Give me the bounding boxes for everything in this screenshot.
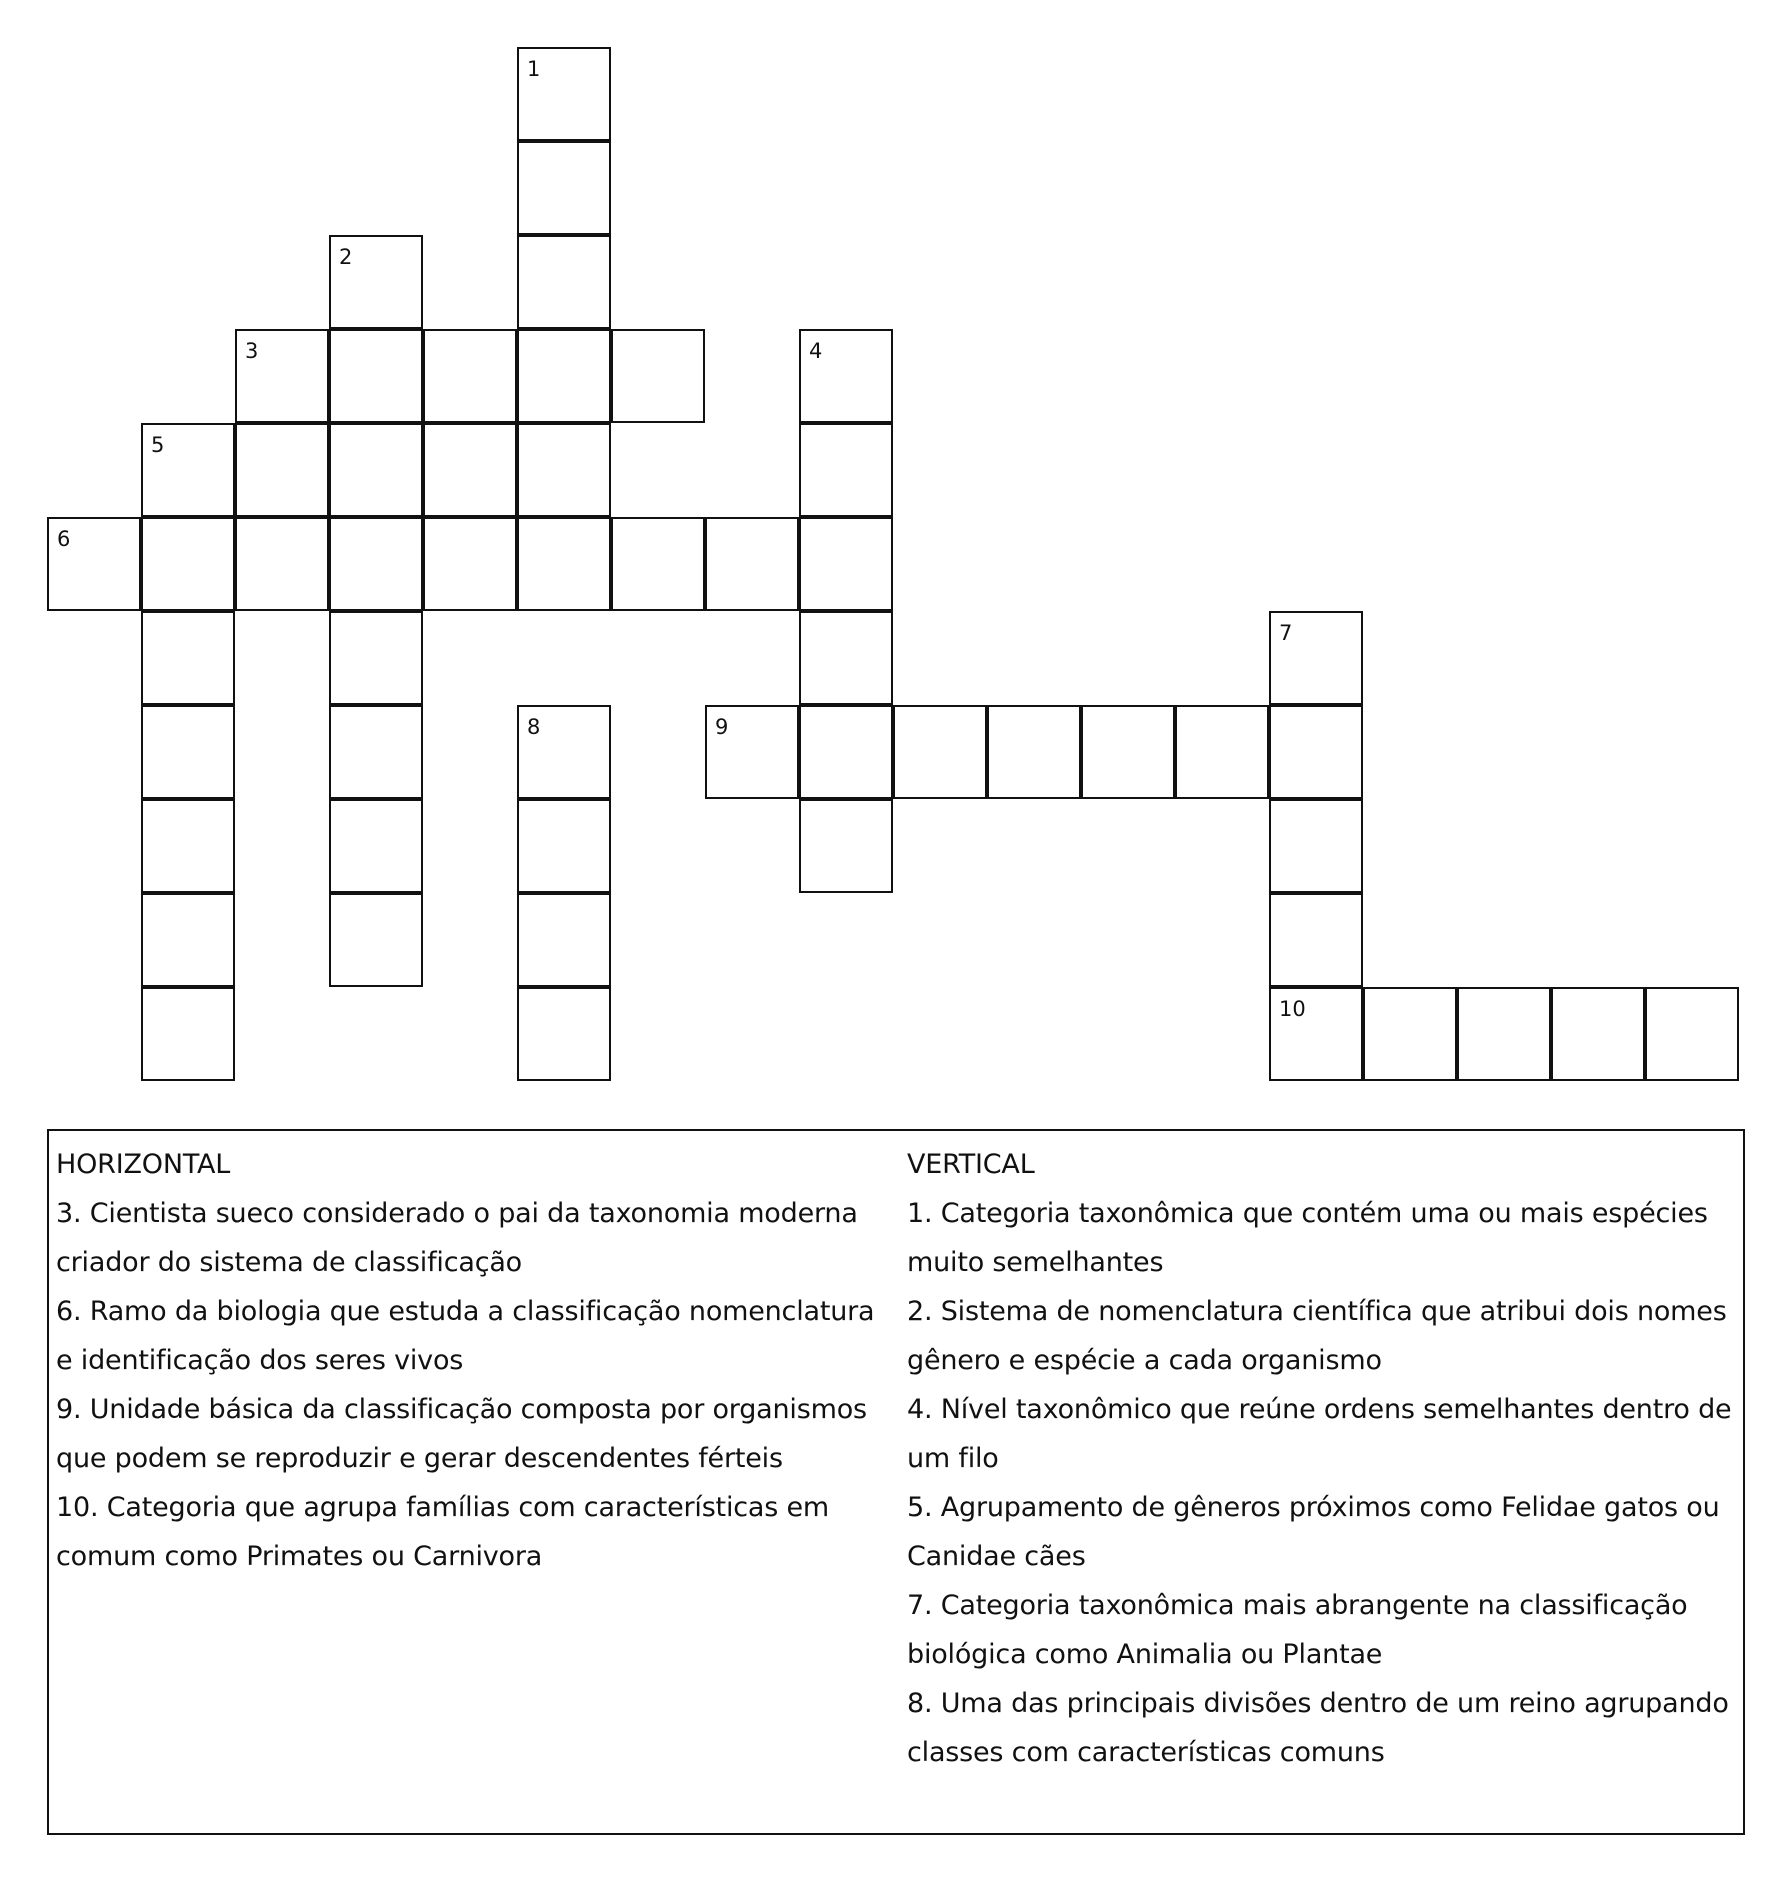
clue-line: que podem se reproduzir e gerar descendentes férteis bbox=[56, 1443, 783, 1474]
crossword-cell[interactable] bbox=[799, 423, 893, 517]
crossword-cell[interactable] bbox=[517, 705, 611, 799]
crossword-cell[interactable] bbox=[799, 799, 893, 893]
crossword-cell[interactable] bbox=[1269, 893, 1363, 987]
crossword-cell[interactable] bbox=[987, 705, 1081, 799]
crossword-cell[interactable] bbox=[329, 423, 423, 517]
clue-line: 9. Unidade básica da classificação composta por organismos bbox=[56, 1394, 867, 1425]
horizontal-clues bbox=[56, 1140, 901, 1581]
clue-line: 10. Categoria que agrupa famílias com características em bbox=[56, 1492, 829, 1523]
clue-line: um filo bbox=[907, 1443, 999, 1474]
crossword-cell[interactable] bbox=[893, 705, 987, 799]
clue-line: e identificação dos seres vivos bbox=[56, 1345, 464, 1376]
crossword-cell[interactable] bbox=[611, 517, 705, 611]
clues-heading-vertical: VERTICAL bbox=[907, 1149, 1035, 1180]
crossword-cell[interactable] bbox=[1269, 611, 1363, 705]
crossword-cell[interactable] bbox=[799, 517, 893, 611]
clue-line: 3. Cientista sueco considerado o pai da taxonomia moderna bbox=[56, 1198, 858, 1229]
crossword-cell[interactable] bbox=[705, 705, 799, 799]
crossword-cell[interactable] bbox=[517, 517, 611, 611]
crossword-cell[interactable] bbox=[329, 611, 423, 705]
clue-line: biológica como Animalia ou Plantae bbox=[907, 1639, 1383, 1670]
crossword-cell[interactable] bbox=[329, 893, 423, 987]
crossword-cell[interactable] bbox=[1363, 987, 1457, 1081]
crossword-cell[interactable] bbox=[1175, 705, 1269, 799]
crossword-cell[interactable] bbox=[423, 517, 517, 611]
crossword-cell[interactable] bbox=[141, 517, 235, 611]
crossword-cell[interactable] bbox=[329, 235, 423, 329]
clue-line: 8. Uma das principais divisões dentro de um reino agrupando bbox=[907, 1688, 1729, 1719]
clues-box bbox=[47, 1129, 1745, 1835]
crossword-cell[interactable] bbox=[517, 141, 611, 235]
clues-heading-horizontal: HORIZONTAL bbox=[56, 1149, 231, 1180]
crossword-cell[interactable] bbox=[423, 329, 517, 423]
crossword-cell[interactable] bbox=[329, 705, 423, 799]
crossword-cell[interactable] bbox=[1269, 705, 1363, 799]
clue-number: 4 bbox=[809, 339, 823, 363]
crossword-cell[interactable] bbox=[1269, 987, 1363, 1081]
clue-line: 7. Categoria taxonômica mais abrangente na classificação bbox=[907, 1590, 1688, 1621]
crossword-cell[interactable] bbox=[235, 423, 329, 517]
crossword-cell[interactable] bbox=[423, 423, 517, 517]
crossword-cell[interactable] bbox=[705, 517, 799, 611]
crossword-cell[interactable] bbox=[1551, 987, 1645, 1081]
clue-number: 6 bbox=[57, 527, 71, 551]
clue-line: 5. Agrupamento de gêneros próximos como Felidae gatos ou bbox=[907, 1492, 1720, 1523]
clue-number: 1 bbox=[527, 57, 541, 81]
clue-number: 10 bbox=[1279, 997, 1306, 1021]
crossword-cell[interactable] bbox=[141, 423, 235, 517]
crossword-cell[interactable] bbox=[517, 47, 611, 141]
vertical-clues bbox=[907, 1140, 1737, 1777]
crossword-cell[interactable] bbox=[235, 517, 329, 611]
crossword-cell[interactable] bbox=[517, 235, 611, 329]
clue-line: comum como Primates ou Carnivora bbox=[56, 1541, 543, 1572]
clue-line: muito semelhantes bbox=[907, 1247, 1164, 1278]
crossword-cell[interactable] bbox=[141, 987, 235, 1081]
clue-number: 3 bbox=[245, 339, 259, 363]
clue-line: 6. Ramo da biologia que estuda a classificação nomenclatura bbox=[56, 1296, 875, 1327]
crossword-cell[interactable] bbox=[141, 611, 235, 705]
crossword-cell[interactable] bbox=[329, 799, 423, 893]
clue-line: classes com características comuns bbox=[907, 1737, 1385, 1768]
clue-line: 2. Sistema de nomenclatura científica que atribui dois nomes bbox=[907, 1296, 1727, 1327]
crossword-cell[interactable] bbox=[611, 329, 705, 423]
crossword-cell[interactable] bbox=[517, 893, 611, 987]
clue-line: Canidae cães bbox=[907, 1541, 1086, 1572]
crossword-cell[interactable] bbox=[329, 329, 423, 423]
clue-line: gênero e espécie a cada organismo bbox=[907, 1345, 1382, 1376]
clue-number: 8 bbox=[527, 715, 541, 739]
crossword-cell[interactable] bbox=[141, 893, 235, 987]
crossword-cell[interactable] bbox=[1081, 705, 1175, 799]
clue-number: 9 bbox=[715, 715, 729, 739]
crossword-cell[interactable] bbox=[1269, 799, 1363, 893]
clue-line: 4. Nível taxonômico que reúne ordens semelhantes dentro de bbox=[907, 1394, 1732, 1425]
crossword-cell[interactable] bbox=[799, 611, 893, 705]
crossword-cell[interactable] bbox=[329, 517, 423, 611]
crossword-cell[interactable] bbox=[517, 423, 611, 517]
clue-number: 7 bbox=[1279, 621, 1293, 645]
crossword-cell[interactable] bbox=[1645, 987, 1739, 1081]
crossword-cell[interactable] bbox=[517, 987, 611, 1081]
crossword-cell[interactable] bbox=[235, 329, 329, 423]
clue-line: criador do sistema de classificação bbox=[56, 1247, 523, 1278]
clue-line: 1. Categoria taxonômica que contém uma ou mais espécies bbox=[907, 1198, 1708, 1229]
crossword-cell[interactable] bbox=[799, 329, 893, 423]
clue-number: 5 bbox=[151, 433, 165, 457]
crossword-cell[interactable] bbox=[47, 517, 141, 611]
crossword-cell[interactable] bbox=[141, 799, 235, 893]
crossword-cell[interactable] bbox=[1457, 987, 1551, 1081]
crossword-cell[interactable] bbox=[517, 799, 611, 893]
crossword-cell[interactable] bbox=[799, 705, 893, 799]
crossword-cell[interactable] bbox=[517, 329, 611, 423]
clue-number: 2 bbox=[339, 245, 353, 269]
crossword-cell[interactable] bbox=[141, 705, 235, 799]
